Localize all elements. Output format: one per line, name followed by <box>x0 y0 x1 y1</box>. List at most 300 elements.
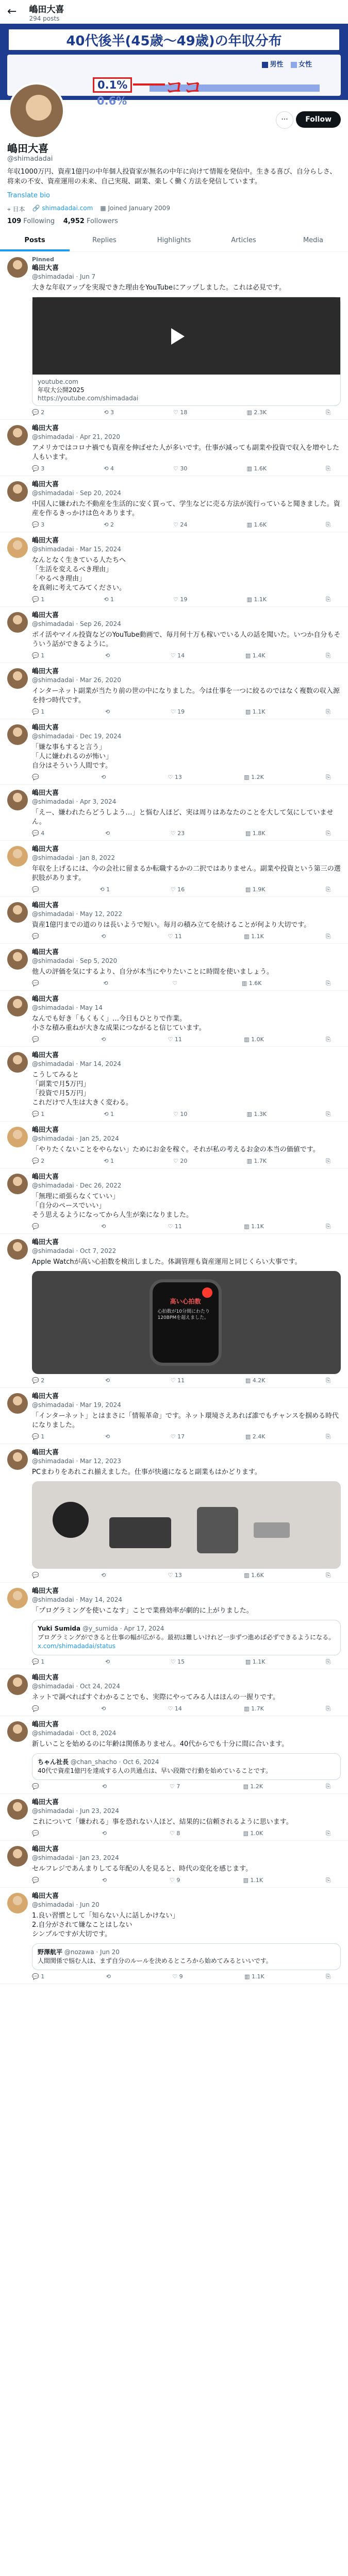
card-url: https://youtube.com/shimadadai <box>38 395 139 402</box>
bookmark-icon[interactable]: ⎘ <box>326 521 330 528</box>
views-icon: ▥ <box>241 980 249 987</box>
views-icon: ▥ <box>245 652 253 659</box>
avatar[interactable] <box>7 425 28 446</box>
banner-pct-bottom: 0.6% <box>97 95 127 107</box>
repost-button[interactable] <box>106 1973 111 1980</box>
avatar[interactable] <box>7 1588 28 1608</box>
more-options-button[interactable]: ··· <box>276 111 293 129</box>
post-actions <box>32 1705 341 1713</box>
author-handle-date: @shimadadai · May 12, 2022 <box>32 910 123 918</box>
like-button[interactable] <box>171 1658 185 1666</box>
views-icon: ▥ <box>244 774 252 781</box>
avatar[interactable] <box>7 1239 28 1260</box>
reply-button[interactable] <box>32 1658 44 1666</box>
reply-button[interactable] <box>32 596 44 603</box>
author-name[interactable]: 嶋田大喜 <box>32 1239 59 1246</box>
bookmark-icon[interactable]: ⎘ <box>326 708 330 715</box>
reply-button[interactable] <box>32 1877 39 1884</box>
like-button[interactable] <box>170 1830 180 1837</box>
repost-button[interactable] <box>104 409 114 416</box>
post-text: Apple Watchが高い心拍数を検出しました。体調管理も資産運用と同じくらい大事です。 <box>32 1258 302 1266</box>
repost-button[interactable] <box>104 1158 114 1165</box>
views-count: 1.1K <box>250 1877 263 1884</box>
views-button[interactable] <box>245 830 266 837</box>
views-count: 1.1K <box>251 1973 264 1980</box>
reply-button[interactable] <box>32 708 44 716</box>
repost-icon: ⟲ <box>101 774 106 781</box>
bookmark-icon[interactable]: ⎘ <box>326 886 330 893</box>
reply-button[interactable] <box>32 1377 44 1384</box>
like-button[interactable] <box>171 1433 185 1440</box>
bookmark-icon[interactable]: ⎘ <box>326 1658 330 1665</box>
author-handle-date: @shimadadai · Oct 7, 2022 <box>32 1247 117 1255</box>
avatar[interactable] <box>7 612 28 633</box>
reply-button[interactable] <box>32 1158 44 1165</box>
views-button[interactable] <box>246 521 267 529</box>
like-button[interactable] <box>171 886 185 893</box>
post[interactable] <box>0 1669 348 1716</box>
repost-icon: ⟲ <box>104 409 110 416</box>
repost-icon: ⟲ <box>101 933 106 940</box>
like-button[interactable] <box>172 980 177 987</box>
author-name[interactable]: 嶋田大喜 <box>32 1393 59 1400</box>
post[interactable] <box>0 1122 348 1168</box>
author-name[interactable]: 嶋田大喜 <box>32 612 59 619</box>
repost-button[interactable] <box>104 465 114 472</box>
bookmark-icon[interactable]: ⎘ <box>326 980 330 987</box>
reply-icon: 💬 <box>32 1973 41 1980</box>
card-domain: youtube.com <box>38 378 78 385</box>
like-button[interactable] <box>171 830 185 837</box>
author-name[interactable]: 嶋田大喜 <box>32 425 59 432</box>
like-button[interactable] <box>168 1572 182 1579</box>
avatar[interactable] <box>7 1721 28 1742</box>
views-button[interactable] <box>243 1877 263 1884</box>
post[interactable] <box>0 1234 348 1388</box>
views-button[interactable] <box>246 1158 267 1165</box>
post[interactable] <box>0 1888 348 1984</box>
reply-button[interactable] <box>32 886 39 893</box>
post-header <box>32 424 341 442</box>
views-button[interactable] <box>244 933 264 940</box>
post-image[interactable] <box>32 1481 341 1569</box>
repost-button[interactable] <box>105 1433 110 1440</box>
bookmark-icon[interactable]: ⎘ <box>326 1433 330 1440</box>
reply-button[interactable] <box>32 1223 39 1230</box>
quote-text: 人間関係で悩む人は、まず自分のルールを決めるところから始めてみるといいです。 <box>38 1957 272 1964</box>
views-count: 1.6K <box>254 465 267 472</box>
repost-button[interactable] <box>105 1377 110 1384</box>
like-button[interactable] <box>172 1973 183 1980</box>
author-name[interactable]: 嶋田大喜 <box>32 668 59 675</box>
avatar[interactable] <box>7 902 28 923</box>
video-thumbnail[interactable] <box>32 297 340 375</box>
bookmark-icon[interactable]: ⎘ <box>326 1377 330 1384</box>
bookmark-icon[interactable]: ⎘ <box>326 774 330 781</box>
views-count: 1.2K <box>251 774 264 781</box>
post[interactable] <box>0 476 348 532</box>
avatar[interactable] <box>7 1127 28 1147</box>
avatar[interactable] <box>7 1174 28 1194</box>
views-button[interactable] <box>244 1223 264 1230</box>
like-button[interactable] <box>168 933 182 940</box>
views-count: 1.3K <box>254 1111 267 1117</box>
like-icon: ♡ <box>172 980 178 987</box>
like-count: 7 <box>176 1783 180 1790</box>
like-button[interactable] <box>168 1223 182 1230</box>
bookmark-icon[interactable]: ⎘ <box>326 1705 330 1712</box>
post-header <box>32 1798 341 1816</box>
post-text: 1.良い習慣として「知らない人に話しかけない」 2.自分がされて嫌なことはしない シンプルですが大切です。 <box>32 1912 179 1938</box>
author-name[interactable]: 嶋田大喜 <box>32 1587 59 1595</box>
views-button[interactable] <box>245 652 266 659</box>
author-handle-date: @shimadadai · Jun 23, 2024 <box>32 1807 119 1815</box>
post-text: 中国人に嫌われた不動産を生活的に安く買って、学生などに売る方法が流行っていると聞きました。資産を作るきっかけは色々あります。 <box>32 500 340 517</box>
gadget <box>109 1517 171 1548</box>
like-count: 8 <box>176 1830 180 1837</box>
post-actions <box>32 1036 341 1043</box>
views-icon: ▥ <box>246 521 254 528</box>
post-actions <box>32 708 341 716</box>
author-name[interactable]: 嶋田大喜 <box>32 995 59 1003</box>
avatar[interactable] <box>7 1393 28 1414</box>
like-button[interactable] <box>171 708 185 716</box>
repost-icon: ⟲ <box>106 1973 111 1980</box>
reply-button[interactable] <box>32 1111 44 1118</box>
post-actions <box>32 980 341 987</box>
reply-button[interactable] <box>32 1433 44 1440</box>
repost-button[interactable] <box>105 830 110 837</box>
author-name[interactable]: 嶋田大喜 <box>32 1674 59 1682</box>
tab-posts[interactable]: Posts <box>0 229 70 251</box>
repost-button[interactable] <box>101 1705 106 1713</box>
post-header <box>32 845 341 862</box>
author-name[interactable]: 嶋田大喜 <box>32 1892 59 1900</box>
repost-button[interactable] <box>105 708 110 716</box>
like-button[interactable] <box>170 1877 180 1884</box>
reply-button[interactable] <box>32 830 44 837</box>
pinned-label: Pinned <box>32 256 54 263</box>
post[interactable] <box>0 785 348 841</box>
top-bar <box>0 0 348 24</box>
reply-count: 3 <box>41 521 45 528</box>
like-button[interactable] <box>173 465 187 472</box>
avatar[interactable] <box>7 481 28 502</box>
views-button[interactable] <box>246 465 267 472</box>
views-button[interactable] <box>245 1377 266 1384</box>
views-button[interactable] <box>243 1830 263 1837</box>
repost-button[interactable] <box>105 1658 110 1666</box>
post[interactable] <box>0 719 348 785</box>
author-name[interactable]: 嶋田大喜 <box>32 1845 59 1853</box>
repost-button[interactable] <box>104 521 114 529</box>
avatar[interactable] <box>7 1052 28 1073</box>
quoted-post[interactable] <box>32 1753 341 1780</box>
bookmark-icon[interactable]: ⎘ <box>326 1036 330 1043</box>
post[interactable] <box>0 607 348 663</box>
bookmark-icon[interactable]: ⎘ <box>326 465 330 472</box>
views-button[interactable] <box>245 708 266 716</box>
avatar[interactable] <box>7 1846 28 1867</box>
views-button[interactable] <box>245 1433 266 1440</box>
post-header <box>32 1892 341 1909</box>
reply-button[interactable] <box>32 933 39 940</box>
views-count: 1.0K <box>251 1036 264 1043</box>
reply-button[interactable] <box>32 652 44 659</box>
author-handle-date: @shimadadai · Apr 3, 2024 <box>32 798 117 805</box>
reply-count: 1 <box>41 596 45 603</box>
link-card[interactable] <box>32 297 341 406</box>
avatar[interactable] <box>7 537 28 558</box>
repost-count: 1 <box>110 1158 114 1164</box>
like-button[interactable] <box>168 1705 182 1713</box>
translate-bio-link[interactable]: Translate bio <box>7 192 50 199</box>
bookmark-icon[interactable]: ⎘ <box>326 1783 330 1790</box>
views-button[interactable] <box>243 1783 263 1790</box>
views-button[interactable] <box>242 980 262 987</box>
author-name[interactable]: 嶋田大喜 <box>32 789 59 797</box>
post-actions <box>32 1572 341 1579</box>
repost-button[interactable] <box>101 933 106 940</box>
post-text: 年収を上げるには、今の会社に留まるか転職するかの二択ではありません。副業や投資という第三の選択肢があります。 <box>32 865 341 882</box>
views-button[interactable] <box>245 886 266 893</box>
views-count: 1.9K <box>252 886 266 893</box>
repost-button[interactable] <box>101 1572 106 1579</box>
like-button[interactable] <box>170 1783 180 1790</box>
post[interactable] <box>0 1047 348 1122</box>
repost-button[interactable] <box>105 652 110 659</box>
views-count: 1.1K <box>251 1223 264 1230</box>
author-handle-date: @shimadadai · Oct 8, 2024 <box>32 1730 117 1737</box>
reply-button[interactable] <box>32 980 39 987</box>
views-button[interactable] <box>244 1036 264 1043</box>
repost-count: 1 <box>106 886 110 893</box>
views-icon: ▥ <box>244 1036 252 1043</box>
post-header <box>32 995 341 1012</box>
tab-replies[interactable]: Replies <box>92 236 117 244</box>
reply-button[interactable] <box>32 1973 44 1980</box>
author-name[interactable]: 嶋田大喜 <box>32 724 59 732</box>
like-icon: ♡ <box>168 774 175 781</box>
repost-button[interactable] <box>101 1223 106 1230</box>
post[interactable] <box>0 1168 348 1234</box>
reply-icon: 💬 <box>32 1783 39 1790</box>
author-handle-date: @shimadadai · Mar 19, 2024 <box>32 1401 121 1409</box>
avatar[interactable] <box>7 257 28 278</box>
author-name[interactable]: 嶋田大喜 <box>32 1799 59 1806</box>
avatar[interactable] <box>7 790 28 810</box>
bookmark-icon[interactable]: ⎘ <box>326 652 330 659</box>
post[interactable] <box>0 1444 348 1583</box>
follow-button[interactable]: Follow <box>296 111 341 128</box>
quote-link[interactable]: x.com/shimadadai/status <box>38 1642 116 1650</box>
post[interactable] <box>0 1583 348 1669</box>
post[interactable] <box>0 1388 348 1444</box>
views-button[interactable] <box>244 1973 264 1980</box>
author-handle-date: @shimadadai · Dec 19, 2024 <box>32 733 122 740</box>
tab-media[interactable]: Media <box>303 236 324 244</box>
following-stat[interactable]: 109 Following <box>7 217 55 225</box>
avatar[interactable] <box>7 1893 28 1913</box>
reply-button[interactable] <box>32 1705 39 1713</box>
bookmark-icon[interactable]: ⎘ <box>326 1830 330 1837</box>
bookmark-icon[interactable]: ⎘ <box>326 596 330 603</box>
quote-text: プログラミングができると仕事の幅が広がる。最初は難しいけれど一歩ずつ進めば必ずできるようになる。 <box>38 1634 335 1641</box>
repost-button[interactable] <box>102 1830 107 1837</box>
repost-button[interactable] <box>102 1783 107 1790</box>
post[interactable] <box>0 897 348 944</box>
post-actions <box>32 1830 341 1837</box>
author-name[interactable]: 嶋田大喜 <box>32 1173 59 1181</box>
profile-header-actions <box>0 100 348 140</box>
author-name[interactable]: 嶋田大喜 <box>32 845 59 853</box>
repost-icon: ⟲ <box>101 1705 106 1712</box>
repost-button[interactable] <box>102 1877 107 1884</box>
post[interactable] <box>0 252 348 420</box>
post-text: 「無理に頑張らなくていい」 「自分のペースでいい」 そう思えるようになってから人生が楽になりました。 <box>32 1193 193 1219</box>
like-button[interactable] <box>173 409 187 416</box>
like-icon: ♡ <box>170 1877 177 1884</box>
repost-button[interactable] <box>101 774 106 781</box>
tab-highlights[interactable]: Highlights <box>157 236 191 244</box>
post-header <box>32 1126 341 1143</box>
like-button[interactable] <box>173 1158 187 1165</box>
post[interactable] <box>0 1841 348 1888</box>
avatar[interactable] <box>7 1449 28 1470</box>
post[interactable] <box>0 1794 348 1841</box>
profile-handle: @shimadadai <box>7 155 53 163</box>
views-count: 1.1K <box>251 933 264 940</box>
like-icon: ♡ <box>168 1705 175 1712</box>
like-icon: ♡ <box>170 1377 178 1384</box>
bookmark-icon[interactable]: ⎘ <box>326 1877 330 1884</box>
post[interactable] <box>0 1716 348 1794</box>
like-icon: ♡ <box>170 886 178 893</box>
views-count: 2.4K <box>252 1433 266 1440</box>
repost-button[interactable] <box>104 596 114 603</box>
reply-button[interactable] <box>32 774 39 781</box>
post-header <box>32 1173 341 1190</box>
bookmark-icon[interactable]: ⎘ <box>326 1111 330 1117</box>
quoted-post[interactable] <box>32 1620 341 1655</box>
views-icon: ▥ <box>244 1973 252 1980</box>
reply-button[interactable] <box>32 1036 39 1043</box>
avatar[interactable] <box>7 724 28 745</box>
bookmark-icon[interactable]: ⎘ <box>326 1223 330 1230</box>
views-button[interactable] <box>246 596 267 603</box>
like-icon: ♡ <box>173 1158 180 1164</box>
bookmark-icon[interactable]: ⎘ <box>326 830 330 837</box>
repost-button[interactable] <box>104 1111 114 1118</box>
like-button[interactable] <box>171 652 185 659</box>
like-icon: ♡ <box>168 1572 175 1579</box>
avatar[interactable] <box>7 846 28 867</box>
post-actions <box>32 1973 341 1980</box>
author-name[interactable]: 嶋田大喜 <box>32 1052 59 1059</box>
reply-button[interactable] <box>32 409 44 416</box>
author-name[interactable]: 嶋田大喜 <box>32 1721 59 1728</box>
author-name[interactable]: 嶋田大喜 <box>32 1126 59 1134</box>
views-button[interactable] <box>246 409 267 416</box>
bookmark-icon[interactable]: ⎘ <box>326 1158 330 1164</box>
followers-stat[interactable]: 4,952 Followers <box>63 217 118 225</box>
bookmark-icon[interactable]: ⎘ <box>326 1572 330 1579</box>
bookmark-icon[interactable]: ⎘ <box>326 1973 330 1980</box>
repost-button[interactable] <box>103 980 108 987</box>
reply-button[interactable] <box>32 521 44 529</box>
author-handle-date: @shimadadai · Mar 26, 2020 <box>32 676 121 684</box>
reply-icon: 💬 <box>32 1572 39 1579</box>
views-count: 1.1K <box>254 596 267 603</box>
like-button[interactable] <box>168 774 182 781</box>
views-button[interactable] <box>244 1705 264 1713</box>
like-icon: ♡ <box>170 1830 177 1837</box>
author-name[interactable]: 嶋田大喜 <box>32 537 59 545</box>
repost-button[interactable] <box>101 1036 106 1043</box>
avatar[interactable] <box>7 949 28 970</box>
back-arrow-icon[interactable]: ← <box>7 5 17 18</box>
repost-button[interactable] <box>100 886 110 893</box>
repost-icon: ⟲ <box>104 596 110 603</box>
views-icon: ▥ <box>245 1658 253 1665</box>
tab-articles[interactable]: Articles <box>231 236 256 244</box>
post-image[interactable] <box>32 1271 341 1374</box>
author-name[interactable]: 嶋田大喜 <box>32 1449 59 1456</box>
bookmark-icon[interactable]: ⎘ <box>326 409 330 416</box>
like-button[interactable] <box>173 1111 187 1118</box>
author-name[interactable]: 嶋田大喜 <box>32 264 59 272</box>
post-text: アメリカではコロナ禍でも資産を伸ばせた人が多いです。仕事が減っても副業や投資で収入を増やした人もいます。 <box>32 444 340 461</box>
avatar[interactable] <box>7 996 28 1016</box>
views-button[interactable] <box>244 1572 264 1579</box>
bookmark-icon[interactable]: ⎘ <box>326 933 330 940</box>
avatar[interactable] <box>7 1674 28 1695</box>
avatar[interactable] <box>7 668 28 689</box>
like-button[interactable] <box>173 521 187 529</box>
reply-button[interactable] <box>32 1783 39 1790</box>
views-button[interactable] <box>245 1658 266 1666</box>
post[interactable] <box>0 841 348 897</box>
reply-count: 2 <box>41 1377 45 1384</box>
gadget <box>254 1522 290 1538</box>
post[interactable] <box>0 991 348 1047</box>
post[interactable] <box>0 944 348 991</box>
author-name[interactable]: 嶋田大喜 <box>32 948 59 956</box>
views-button[interactable] <box>246 1111 267 1118</box>
profile-website[interactable]: shimadadai.com <box>42 205 93 212</box>
quote-text: 40代で資産1億円を達成する人の共通点は、早い段階で行動を始めていることです。 <box>38 1767 272 1774</box>
reply-button[interactable] <box>32 1830 39 1837</box>
avatar[interactable] <box>7 1799 28 1820</box>
post[interactable] <box>0 663 348 719</box>
reply-icon: 💬 <box>32 708 41 715</box>
author-name[interactable]: 嶋田大喜 <box>32 902 59 909</box>
post[interactable] <box>0 420 348 476</box>
author-name[interactable]: 嶋田大喜 <box>32 481 59 488</box>
post[interactable] <box>0 532 348 607</box>
reply-button[interactable] <box>32 465 44 472</box>
repost-icon: ⟲ <box>104 465 110 472</box>
views-button[interactable] <box>244 774 264 781</box>
reply-icon: 💬 <box>32 886 39 893</box>
quoted-post[interactable] <box>32 1943 341 1970</box>
quote-header <box>38 1624 335 1633</box>
like-button[interactable] <box>171 1377 185 1384</box>
like-button[interactable] <box>173 596 187 603</box>
reply-button[interactable] <box>32 1572 39 1579</box>
like-button[interactable] <box>168 1036 182 1043</box>
post-text: こうしてみると 「副業で月5万円」 「投資で月5万円」 これだけで人生は大きく変わる。 <box>32 1071 133 1107</box>
